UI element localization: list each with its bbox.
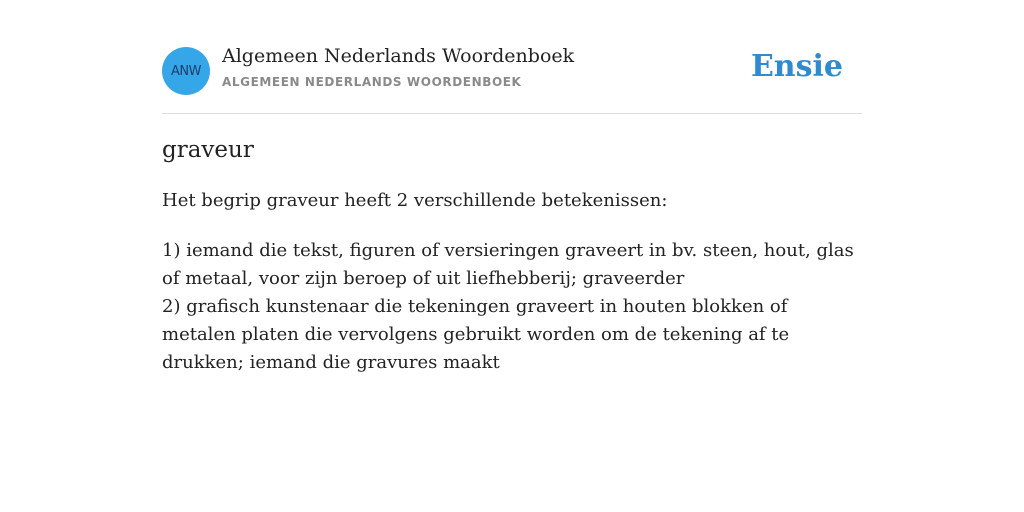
logo-text: ANW (171, 63, 201, 79)
meaning-item: 1) iemand die tekst, figuren of versieringen graveert in bv. steen, hout, glas of metaal, voor zijn beroep of uit liefhebberij; graveerder (162, 240, 854, 289)
source-subtitle: ALGEMEEN NEDERLANDS WOORDENBOEK (222, 75, 522, 89)
entry-card (162, 0, 862, 373)
entry-intro: Het begrip graveur heeft 2 verschillende betekenissen: (162, 190, 668, 211)
meaning-item: 2) grafisch kunstenaar die tekeningen graveert in houten blokken of metalen platen die vervolgens gebruikt worden om de tekening af te drukken; iemand die gravures maakt (162, 296, 790, 373)
source-header (162, 0, 862, 114)
anw-logo[interactable] (162, 47, 210, 95)
ensie-brand-logo[interactable]: Ensie (750, 49, 843, 84)
meanings-list (162, 237, 862, 377)
source-title[interactable]: Algemeen Nederlands Woordenboek (222, 45, 575, 67)
entry-word: graveur (162, 137, 254, 163)
